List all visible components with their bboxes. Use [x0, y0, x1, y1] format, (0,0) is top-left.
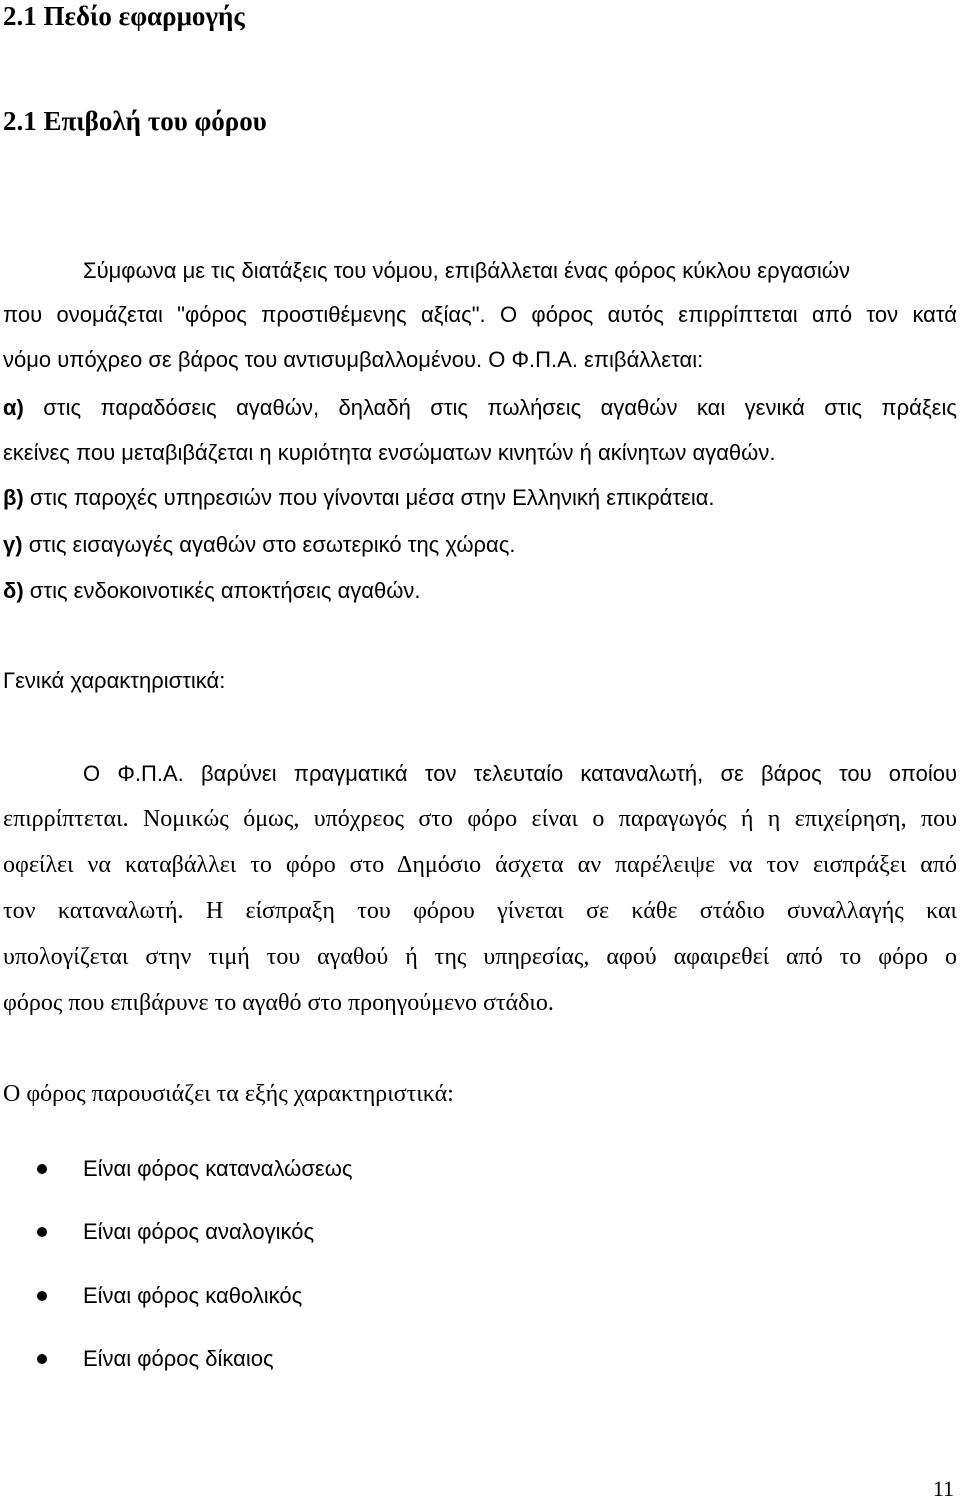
section-heading-imposition: 2.1 Επιβολή του φόρου — [3, 106, 267, 136]
item-d-text: στις ενδοκοινοτικές αποκτήσεις αγαθών. — [29, 578, 421, 603]
bullet-dot-icon — [37, 1291, 47, 1301]
item-b-label: β) — [3, 485, 24, 510]
item-a-label: α) — [3, 395, 24, 420]
item-b-text: στις παροχές υπηρεσιών που γίνονται μέσα στην Ελληνική επικράτεια. — [29, 485, 715, 510]
item-a-line-2: εκείνες που μεταβιβάζεται η κυριότητα ενσώματων κινητών ή ακίνητων αγαθών. — [3, 440, 776, 465]
intro-line-3: νόμο υπόχρεο σε βάρος του αντισυμβαλλομένου. Ο Φ.Π.Α. επιβάλλεται: — [3, 347, 704, 372]
item-a-text: στις παραδόσεις αγαθών, δηλαδή στις πωλήσεις αγαθών και γενικά στις πράξεις — [43, 395, 957, 420]
bullet-dot-icon — [37, 1227, 47, 1237]
page-number: 11 — [932, 1476, 954, 1501]
item-a-line-1 — [3, 393, 957, 423]
item-c-text: στις εισαγωγές αγαθών στο εσωτερικό της χώρας. — [28, 532, 516, 557]
bullet-item: Είναι φόρος αναλογικός — [83, 1219, 315, 1244]
bullet-dot-icon — [37, 1354, 47, 1364]
bullet-item: Είναι φόρος δίκαιος — [83, 1346, 274, 1371]
general-line-1: Ο Φ.Π.Α. βαρύνει πραγματικά τον τελευταίο καταναλωτή, σε βάρος του οποίου — [83, 761, 957, 786]
general-title: Γενικά χαρακτηριστικά: — [3, 668, 226, 693]
general-line-3: οφείλει να καταβάλλει το φόρο στο Δημόσιο άσχετα αν παρέλειψε να τον εισπράξει από — [3, 852, 957, 878]
intro-line-2: που ονομάζεται "φόρος προστιθέμενης αξίας". Ο φόρος αυτός επιρρίπτεται από τον κατά — [3, 302, 957, 327]
bullet-dot-icon — [37, 1164, 47, 1174]
item-d-label: δ) — [3, 578, 24, 603]
characteristics-intro: Ο φόρος παρουσιάζει τα εξής χαρακτηριστικά: — [3, 1081, 454, 1107]
item-d — [3, 576, 421, 606]
item-c-label: γ) — [3, 532, 23, 557]
item-b — [3, 483, 715, 513]
general-line-6: φόρος που επιβάρυνε το αγαθό στο προηγούμενο στάδιο. — [3, 990, 554, 1016]
general-line-4: τον καταναλωτή. Η είσπραξη του φόρου γίνεται σε κάθε στάδιο συναλλαγής και — [3, 898, 957, 924]
intro-line-1: Σύμφωνα με τις διατάξεις του νόμου, επιβάλλεται ένας φόρος κύκλου εργασιών — [83, 258, 850, 283]
section-heading-scope: 2.1 Πεδίο εφαρμογής — [3, 1, 245, 31]
general-line-5: υπολογίζεται στην τιμή του αγαθού ή της υπηρεσίας, αφού αφαιρεθεί από το φόρο ο — [3, 944, 957, 970]
bullet-item: Είναι φόρος καθολικός — [83, 1283, 303, 1308]
bullet-item: Είναι φόρος καταναλώσεως — [83, 1156, 353, 1181]
item-c — [3, 530, 515, 560]
general-line-2: επιρρίπτεται. Νομικώς όμως, υπόχρεος στο φόρο είναι ο παραγωγός ή η επιχείρηση, που — [3, 806, 957, 832]
